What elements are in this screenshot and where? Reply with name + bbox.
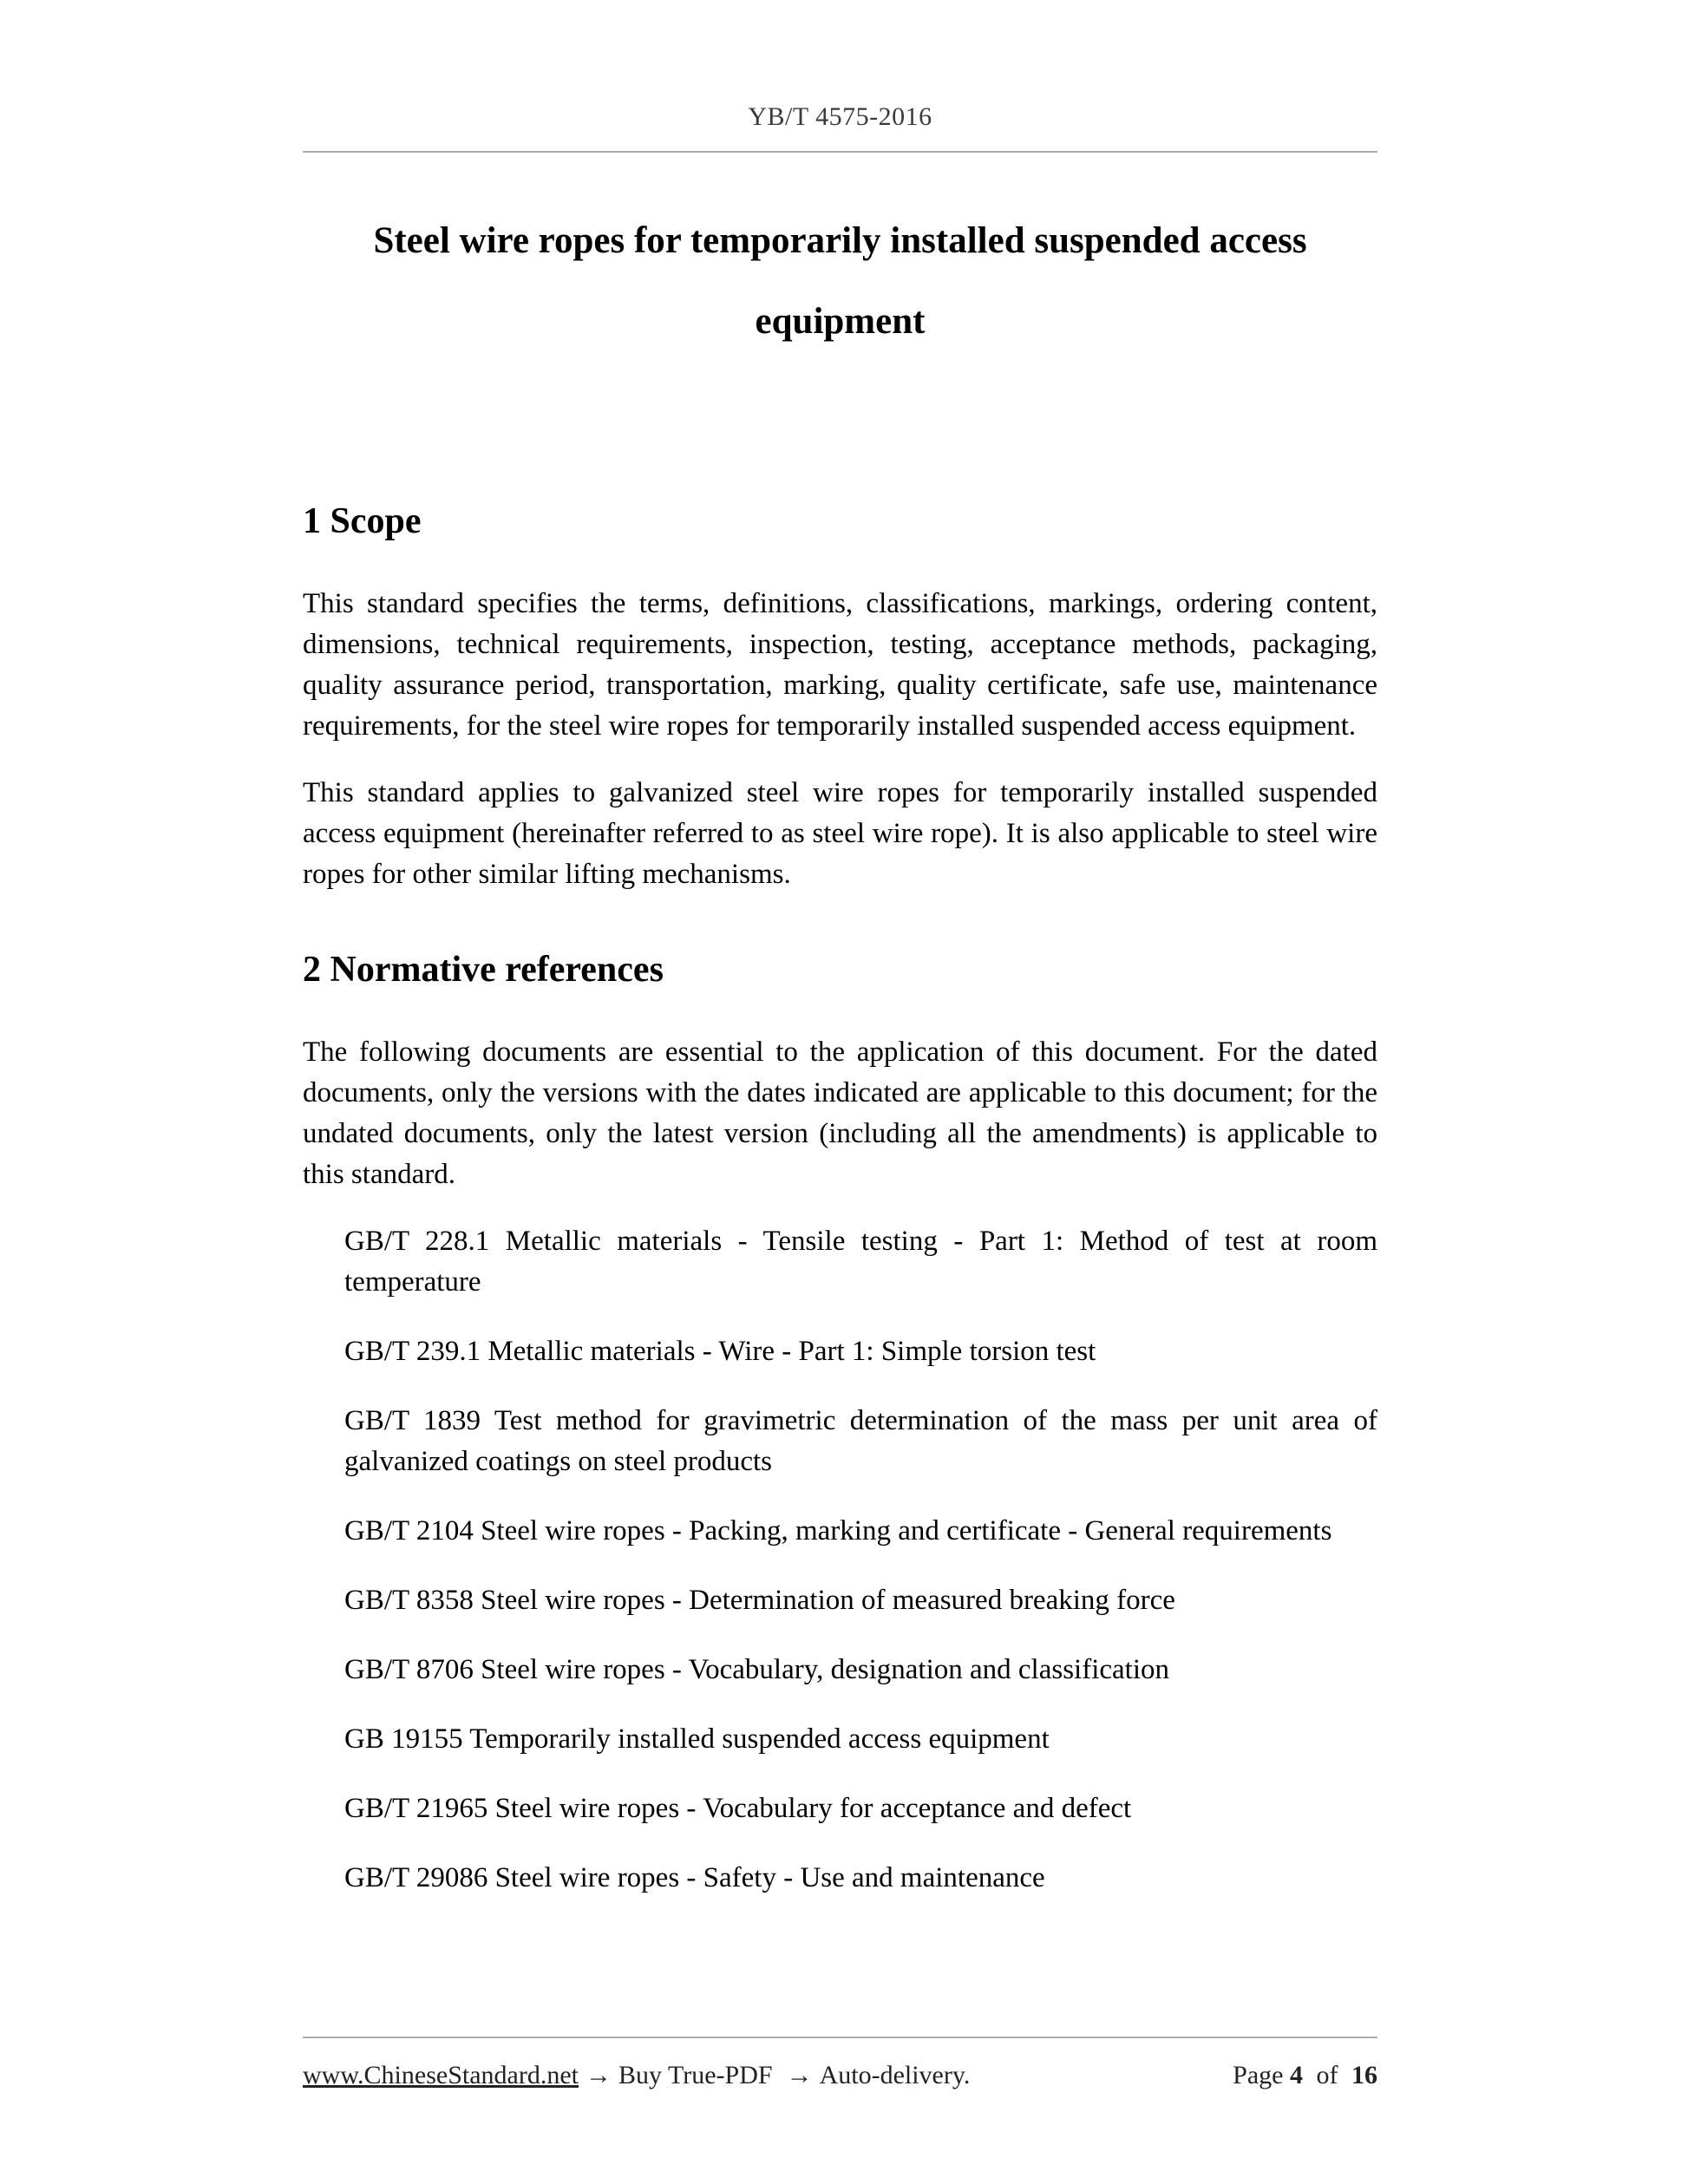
- reference-item: GB/T 239.1 Metallic materials - Wire - Part 1: Simple torsion test: [344, 1336, 1096, 1367]
- reference-item: GB/T 21965 Steel wire ropes - Vocabulary for acceptance and defect: [344, 1793, 1132, 1824]
- reference-item: GB/T 2104 Steel wire ropes - Packing, marking and certificate - General requirements: [344, 1515, 1332, 1546]
- document-title-line1: Steel wire ropes for temporarily installed suspended access: [373, 220, 1307, 261]
- footer-promo: [303, 2061, 977, 2090]
- section-normative-references: [303, 949, 1377, 1899]
- reference-item: GB/T 8358 Steel wire ropes - Determination of measured breaking force: [344, 1585, 1175, 1616]
- reference-item: GB/T 29086 Steel wire ropes - Safety - Use and maintenance: [344, 1862, 1045, 1893]
- page-footer: [303, 2037, 1377, 2090]
- document-title-line2: equipment: [755, 301, 926, 342]
- section-heading-scope: 1 Scope: [303, 501, 422, 541]
- reference-item: GB/T 8706 Steel wire ropes - Vocabulary, designation and classification: [344, 1654, 1169, 1685]
- section-scope: [303, 500, 1377, 895]
- reference-item: GB/T 228.1 Metallic materials - Tensile testing - Part 1: Method of test at room temperature: [344, 1226, 1377, 1298]
- auto-delivery-text: Auto-delivery.: [819, 2061, 971, 2089]
- website-link[interactable]: www.ChineseStandard.net: [303, 2061, 579, 2089]
- footer-divider: [303, 2037, 1377, 2038]
- document-title: [303, 200, 1377, 362]
- page-indicator: [1233, 2061, 1377, 2090]
- section-heading-normative-references: 2 Normative references: [303, 950, 664, 990]
- doc-number-header: YB/T 4575-2016: [748, 102, 932, 131]
- reference-item: GB 19155 Temporarily installed suspended access equipment: [344, 1723, 1050, 1755]
- scope-paragraph-1: This standard specifies the terms, definitions, classifications, markings, ordering content, dimensions, technical requirements, inspection, testing, acceptance methods, packaging, quality assurance period, transportation, marking, quality certificate, safe use, maintenance requirements, for the steel wire ropes for temporarily installed suspended access equipment.: [303, 588, 1377, 742]
- arrow-icon: →: [786, 2061, 813, 2089]
- header-divider: [303, 151, 1377, 153]
- current-page-number: 4: [1290, 2061, 1303, 2089]
- arrow-icon: →: [586, 2061, 612, 2089]
- scope-paragraph-2: This standard applies to galvanized steel wire ropes for temporarily installed suspended access equipment (hereinafter referred to as steel wire rope). It is also applicable to steel wire ropes for other similar lifting mechanisms.: [303, 777, 1377, 890]
- buy-true-pdf-text: Buy True-PDF: [618, 2061, 773, 2089]
- of-label: of: [1316, 2061, 1338, 2089]
- page-label: Page: [1233, 2061, 1284, 2089]
- normative-references-intro: The following documents are essential to the application of this document. For the dated documents, only the versions with the dates indicated are applicable to this document; for the undated documents, only the latest version (including all the amendments) is applicable to this standard.: [303, 1036, 1377, 1190]
- total-pages-number: 16: [1351, 2061, 1377, 2089]
- reference-item: GB/T 1839 Test method for gravimetric determination of the mass per unit area of galvanized coatings on steel products: [344, 1405, 1377, 1477]
